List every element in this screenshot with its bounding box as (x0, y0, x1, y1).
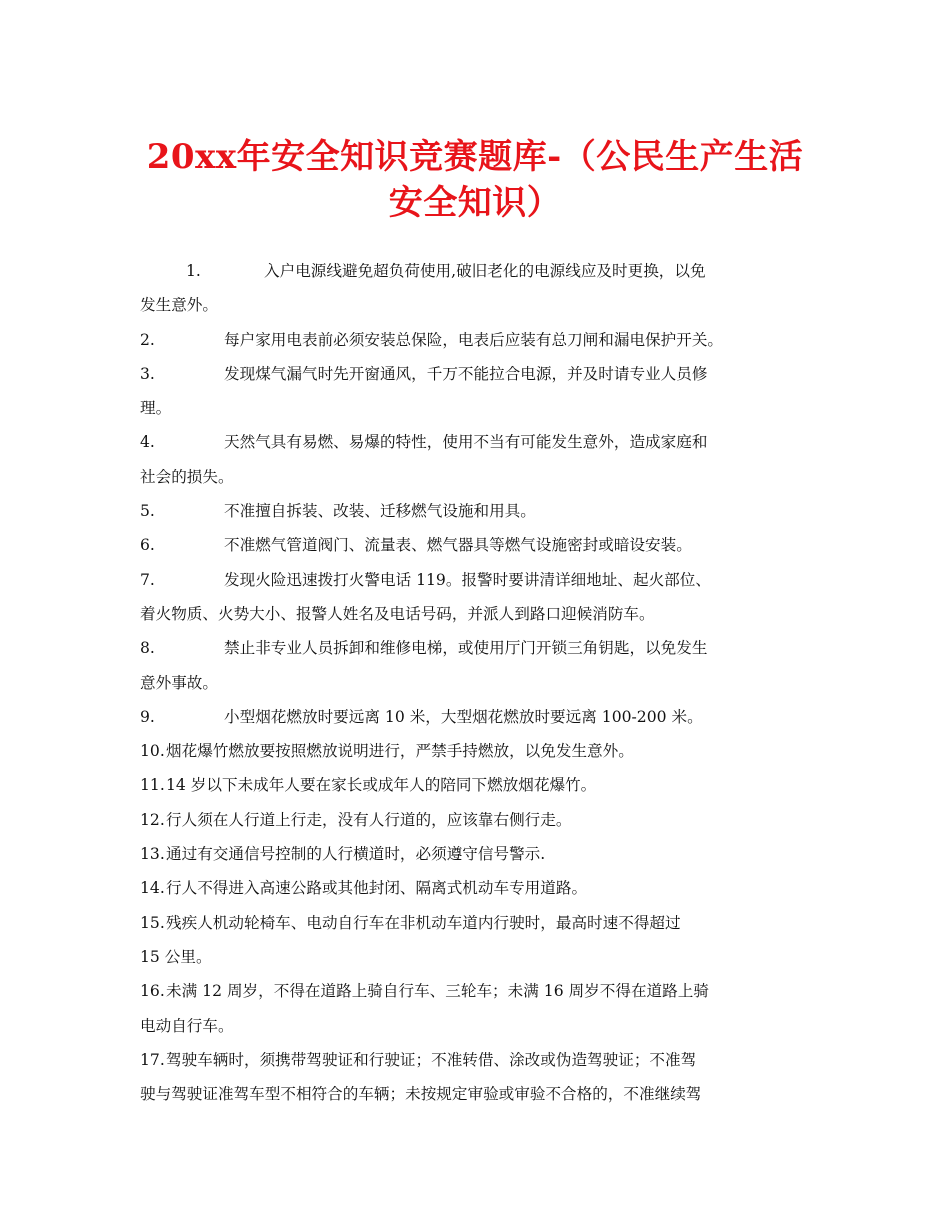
list-item (140, 974, 815, 1008)
list-item (140, 803, 815, 837)
list-item (140, 631, 815, 665)
list-item (140, 1043, 815, 1077)
item-number: 1. (186, 262, 201, 280)
item-number: 5. (140, 502, 155, 521)
list-item-continuation: 着火物质、火势大小、报警人姓名及电话号码，并派人到路口迎候消防车。 (140, 604, 655, 623)
list-item-continuation: 理。 (140, 399, 172, 418)
item-number: 15. (140, 913, 165, 932)
item-text: 驾驶车辆时，须携带驾驶证和行驶证；不准转借、涂改或伪造驾驶证；不准驾 (166, 1050, 697, 1069)
list-item-continuation: 意外事故。 (140, 673, 218, 692)
item-text: 发现煤气漏气时先开窗通风，千万不能拉合电源，并及时请专业人员修 (224, 364, 708, 383)
list-item (140, 357, 815, 391)
list-item-continuation: 社会的损失。 (140, 467, 234, 486)
item-text: 不准擅自拆装、改装、迁移燃气设施和用具。 (224, 502, 536, 521)
list-item (140, 323, 815, 357)
list-item (140, 563, 815, 597)
item-text: 发现火险迅速拨打火警电话 119。报警时要讲清详细地址、起火部位、 (224, 570, 711, 589)
list-item (140, 906, 815, 940)
item-number: 16. (140, 982, 165, 1001)
item-number: 9. (140, 707, 155, 726)
list-item (140, 425, 815, 459)
list-item-continuation: 驶与驾驶证准驾车型不相符合的车辆；未按规定审验或审验不合格的，不准继续驾 (140, 1085, 702, 1104)
list-item-continuation: 15 公里。 (140, 947, 212, 966)
item-text: 禁止非专业人员拆卸和维修电梯，或使用厅门开锁三角钥匙，以免发生 (224, 639, 708, 658)
item-text: 行人须在人行道上行走，没有人行道的，应该靠右侧行走。 (166, 810, 572, 829)
item-text: 不准燃气管道阀门、流量表、燃气器具等燃气设施密封或暗设安装。 (224, 536, 692, 555)
item-number: 11. (140, 776, 165, 795)
item-number: 7. (140, 570, 155, 589)
list-item (140, 254, 815, 288)
list-item (140, 494, 815, 528)
list-item (140, 871, 815, 905)
item-number: 14. (140, 879, 165, 898)
item-text: 烟花爆竹燃放要按照燃放说明进行，严禁手持燃放，以免发生意外。 (166, 742, 634, 761)
item-number: 3. (140, 364, 155, 383)
item-text: 行人不得进入高速公路或其他封闭、隔离式机动车专用道路。 (166, 879, 588, 898)
item-text: 残疾人机动轮椅车、电动自行车在非机动车道内行驶时，最高时速不得超过 (166, 913, 681, 932)
list-item-continuation: 电动自行车。 (140, 1016, 234, 1035)
item-number: 10. (140, 742, 165, 761)
item-number: 8. (140, 639, 155, 658)
item-text: 未满 12 周岁，不得在道路上骑自行车、三轮车；未满 16 周岁不得在道路上骑 (166, 982, 709, 1001)
list-item (140, 837, 815, 871)
document-title-line2: 安全知识） (388, 183, 562, 223)
item-number: 17. (140, 1050, 165, 1069)
list-item (140, 734, 815, 768)
item-number: 2. (140, 330, 155, 349)
list-item-continuation: 发生意外。 (140, 296, 218, 315)
item-text: 每户家用电表前必须安装总保险，电表后应装有总刀闸和漏电保护开关。 (224, 330, 724, 349)
list-item (140, 700, 815, 734)
item-number: 12. (140, 810, 165, 829)
list-item (140, 528, 815, 562)
item-number: 13. (140, 845, 165, 864)
list-item (140, 768, 815, 802)
question-list (140, 254, 815, 1111)
document-title-line1: 20xx年安全知识竞赛题库-（公民生产生活 (146, 137, 804, 177)
item-text: 通过有交通信号控制的人行横道时，必须遵守信号警示. (166, 845, 546, 864)
item-text: 天然气具有易燃、易爆的特性，使用不当有可能发生意外，造成家庭和 (224, 433, 708, 452)
item-number: 4. (140, 433, 155, 452)
item-number: 6. (140, 536, 155, 555)
item-text: 小型烟花燃放时要远离 10 米，大型烟花燃放时要远离 100-200 米。 (224, 707, 703, 726)
item-text: 14 岁以下未成年人要在家长或成年人的陪同下燃放烟花爆竹。 (166, 776, 597, 795)
item-text: 入户电源线避免超负荷使用,破旧老化的电源线应及时更换，以免 (264, 262, 706, 280)
